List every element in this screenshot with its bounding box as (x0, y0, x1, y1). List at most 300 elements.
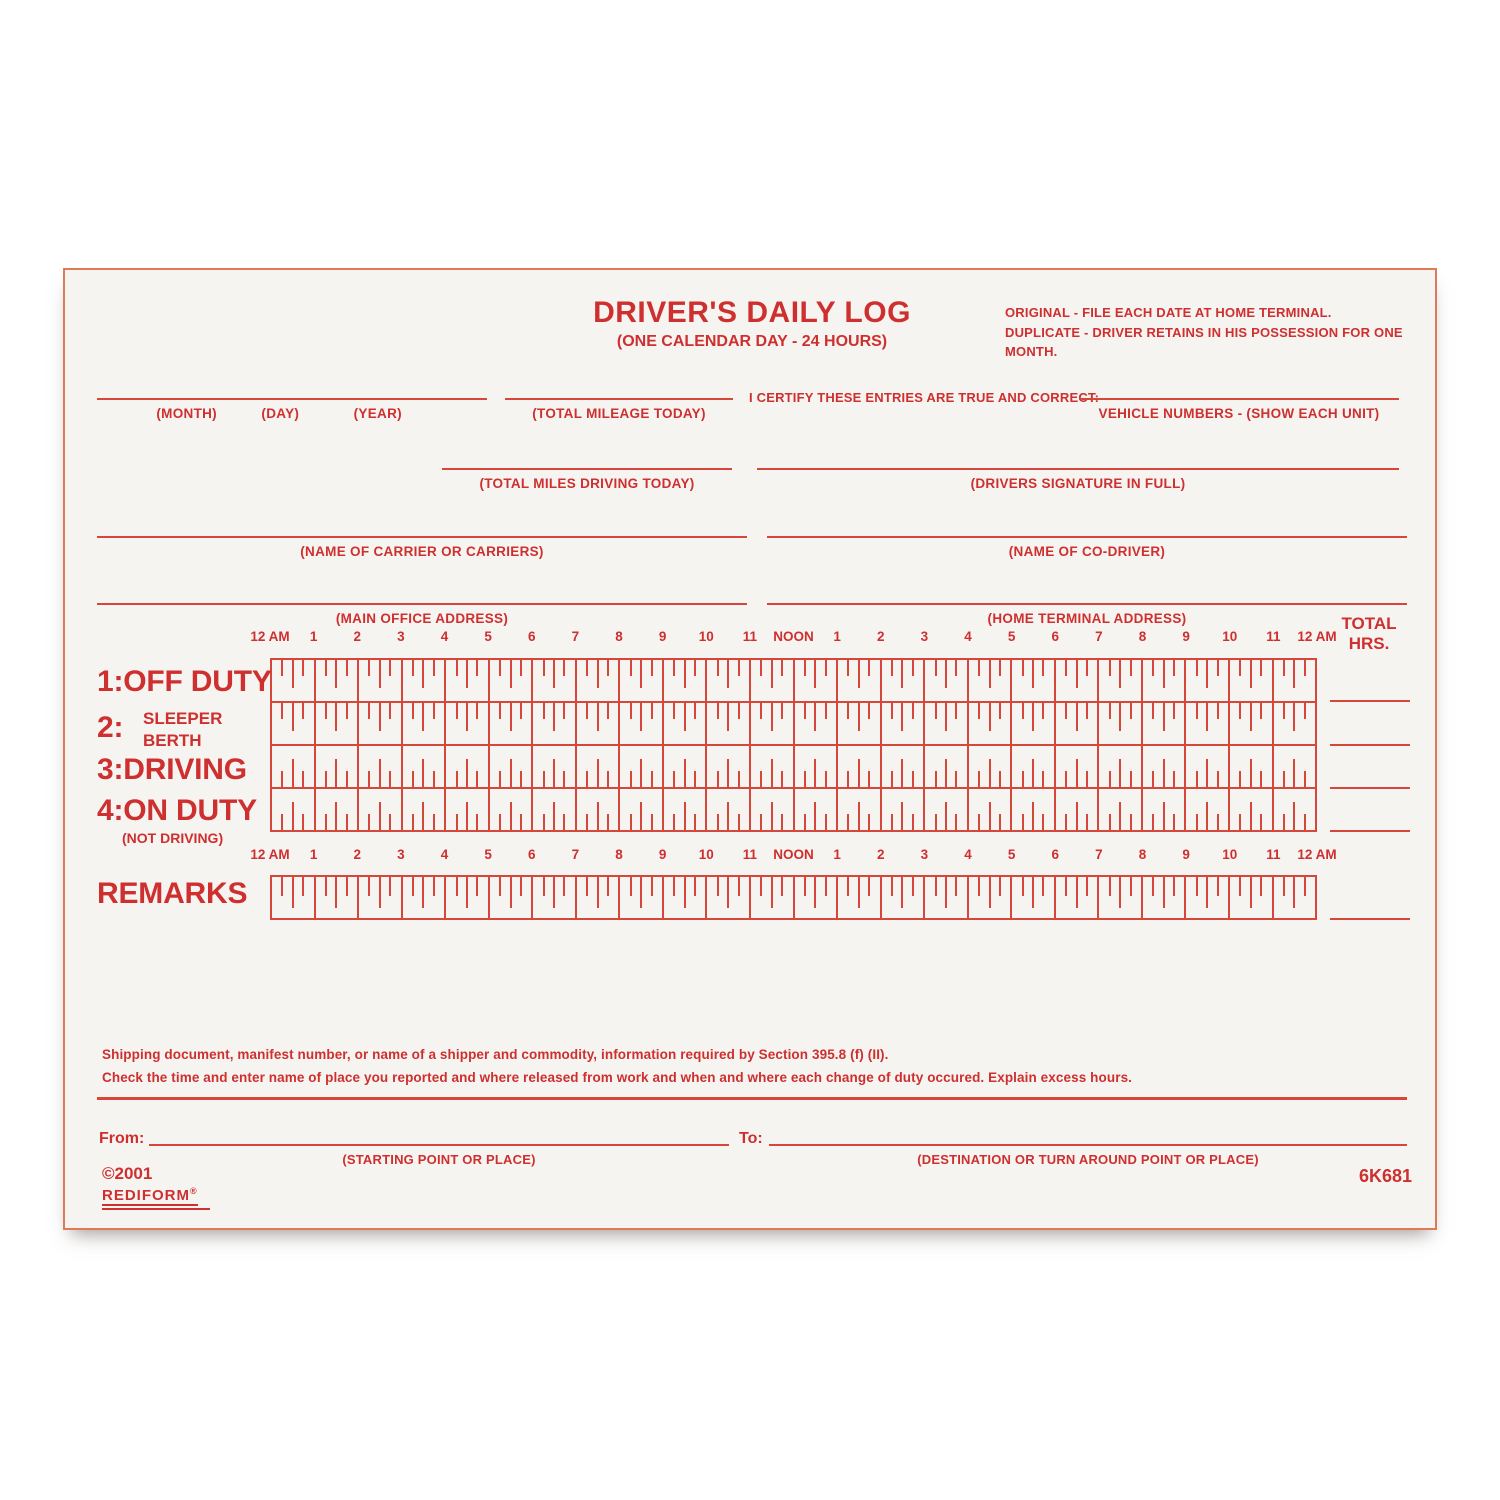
hour-label: 11 (1266, 847, 1281, 862)
quarter-hour-tick (1086, 703, 1088, 719)
quarter-hour-tick (955, 771, 957, 787)
hour-label: 8 (1138, 629, 1147, 644)
half-hour-tick (858, 759, 860, 787)
half-hour-tick (597, 759, 599, 787)
half-hour-tick (1032, 877, 1034, 908)
quarter-hour-tick (346, 814, 348, 830)
half-hour-tick (1119, 759, 1121, 787)
hour-cell (1054, 746, 1098, 787)
quarter-hour-tick (586, 660, 588, 676)
year-label: (YEAR) (353, 406, 402, 421)
hour-cell (923, 703, 967, 744)
hour-cell (444, 660, 488, 701)
quarter-hour-tick (717, 877, 719, 896)
hour-cell (272, 703, 314, 744)
hour-cell (1228, 789, 1272, 830)
hour-cell (836, 789, 880, 830)
hour-cell (836, 660, 880, 701)
quarter-hour-tick (520, 660, 522, 676)
hour-cell (618, 703, 662, 744)
from-line (149, 1144, 729, 1146)
hour-label: 4 (440, 629, 449, 644)
half-hour-tick (510, 660, 512, 688)
half-hour-tick (422, 759, 424, 787)
hour-cell (880, 877, 924, 918)
half-hour-tick (1206, 703, 1208, 731)
quarter-hour-tick (912, 771, 914, 787)
quarter-hour-tick (607, 703, 609, 719)
quarter-hour-tick (586, 703, 588, 719)
form-number: 6K681 (1359, 1166, 1413, 1186)
hour-label: 6 (1051, 629, 1060, 644)
quarter-hour-tick (825, 814, 827, 830)
quarter-hour-tick (1283, 814, 1285, 830)
hour-cell (488, 746, 532, 787)
hour-cell (575, 703, 619, 744)
hour-cell (705, 660, 749, 701)
hour-label: 1 (309, 847, 318, 862)
quarter-hour-tick (804, 703, 806, 719)
quarter-hour-tick (1260, 814, 1262, 830)
main-office-field (97, 603, 747, 629)
hour-cell (1097, 703, 1141, 744)
hour-label: 9 (1182, 629, 1190, 644)
row-label-on-duty (97, 794, 257, 828)
month-label: (MONTH) (156, 406, 217, 421)
quarter-hour-tick (1260, 660, 1262, 676)
hour-cell (618, 746, 662, 787)
hour-cell (444, 877, 488, 918)
half-hour-tick (553, 660, 555, 688)
quarter-hour-tick (302, 814, 304, 830)
quarter-hour-tick (847, 660, 849, 676)
co-driver-field (767, 536, 1407, 562)
quarter-hour-tick (1283, 703, 1285, 719)
half-hour-tick (597, 660, 599, 688)
quarter-hour-tick (1260, 771, 1262, 787)
hour-cell (662, 660, 706, 701)
quarter-hour-tick (1196, 877, 1198, 896)
quarter-hour-tick (630, 660, 632, 676)
half-hour-tick (945, 802, 947, 830)
quarter-hour-tick (1130, 703, 1132, 719)
half-hour-tick (292, 877, 294, 908)
main-office-label: (MAIN OFFICE ADDRESS) (335, 611, 509, 626)
quarter-hour-tick (651, 814, 653, 830)
half-hour-tick (335, 877, 337, 908)
hour-cell (1228, 660, 1272, 701)
half-hour-tick (989, 660, 991, 688)
quarter-hour-tick (1022, 771, 1024, 787)
quarter-hour-tick (1239, 703, 1241, 719)
half-hour-tick (945, 660, 947, 688)
half-hour-tick (466, 802, 468, 830)
hour-cell (1010, 746, 1054, 787)
quarter-hour-tick (1042, 877, 1044, 896)
quarter-hour-tick (412, 814, 414, 830)
quarter-hour-tick (520, 877, 522, 896)
half-hour-tick (989, 877, 991, 908)
instructions-block (102, 1044, 1132, 1090)
hour-label: 11 (1266, 629, 1281, 644)
total-label: TOTAL (1341, 614, 1397, 633)
hour-cell (314, 746, 358, 787)
row-number: 4: (97, 794, 124, 827)
quarter-hour-tick (1239, 660, 1241, 676)
hour-label: NOON (773, 629, 814, 644)
quarter-hour-tick (825, 771, 827, 787)
quarter-hour-tick (955, 814, 957, 830)
quarter-hour-tick (1196, 660, 1198, 676)
half-hour-tick (510, 802, 512, 830)
quarter-hour-tick (607, 771, 609, 787)
hour-cell (357, 703, 401, 744)
quarter-hour-tick (912, 660, 914, 676)
quarter-hour-tick (999, 771, 1001, 787)
hour-label: 11 (742, 847, 758, 862)
half-hour-tick (1206, 802, 1208, 830)
quarter-hour-tick (630, 771, 632, 787)
half-hour-tick (771, 802, 773, 830)
hour-label: 12 AM (250, 847, 290, 862)
hour-cell (1272, 703, 1316, 744)
quarter-hour-tick (1086, 660, 1088, 676)
hour-cell (488, 877, 532, 918)
quarter-hour-tick (1022, 814, 1024, 830)
hour-label: 6 (527, 629, 536, 644)
quarter-hour-tick (1152, 877, 1154, 896)
drivers-signature-label: (DRIVERS SIGNATURE IN FULL) (970, 476, 1186, 491)
hrs-label: HRS. (1348, 633, 1390, 653)
hour-cell (272, 660, 314, 701)
quarter-hour-tick (389, 814, 391, 830)
half-hour-tick (1119, 802, 1121, 830)
quarter-hour-tick (325, 771, 327, 787)
quarter-hour-tick (520, 814, 522, 830)
row-text: DRIVING (123, 753, 247, 786)
hour-cell (1141, 746, 1185, 787)
quarter-hour-tick (1239, 771, 1241, 787)
row-number: 2: (97, 711, 124, 744)
quarter-hour-tick (543, 703, 545, 719)
quarter-hour-tick (456, 660, 458, 676)
quarter-hour-tick (978, 877, 980, 896)
quarter-hour-tick (847, 814, 849, 830)
quarter-hour-tick (825, 703, 827, 719)
quarter-hour-tick (825, 877, 827, 896)
quarter-hour-tick (412, 771, 414, 787)
hour-cell (662, 746, 706, 787)
quarter-hour-tick (651, 771, 653, 787)
quarter-hour-tick (1065, 771, 1067, 787)
quarter-hour-tick (433, 877, 435, 896)
hour-label: 8 (615, 847, 623, 862)
vehicle-numbers-label: VEHICLE NUMBERS - (SHOW EACH UNIT) (1098, 406, 1380, 421)
duty-row-on-duty (272, 789, 1315, 830)
hour-cell (793, 789, 837, 830)
hour-label: 1 (833, 629, 841, 644)
quarter-hour-tick (607, 877, 609, 896)
hour-cell (272, 746, 314, 787)
to-label: To: (739, 1130, 763, 1147)
quarter-hour-tick (389, 660, 391, 676)
quarter-hour-tick (1109, 814, 1111, 830)
quarter-hour-tick (456, 877, 458, 896)
hour-label: 7 (571, 847, 580, 862)
quarter-hour-tick (738, 771, 740, 787)
duty-row-driving (272, 746, 1315, 789)
hour-cell (357, 660, 401, 701)
quarter-hour-tick (738, 877, 740, 896)
quarter-hour-tick (1042, 703, 1044, 719)
hour-cell (401, 789, 445, 830)
quarter-hour-tick (717, 703, 719, 719)
half-hour-tick (1119, 877, 1121, 908)
quarter-hour-tick (891, 814, 893, 830)
total-hours-line-on-duty (1330, 830, 1410, 832)
half-hour-tick (1163, 660, 1165, 688)
quarter-hour-tick (563, 814, 565, 830)
hour-cell (923, 660, 967, 701)
half-hour-tick (292, 759, 294, 787)
half-hour-tick (684, 703, 686, 731)
quarter-hour-tick (912, 814, 914, 830)
half-hour-tick (379, 759, 381, 787)
half-hour-tick (684, 759, 686, 787)
quarter-hour-tick (955, 877, 957, 896)
row-label-driving (97, 753, 247, 787)
hour-label: 10 (698, 629, 714, 644)
quarter-hour-tick (476, 771, 478, 787)
hour-label: 3 (397, 847, 405, 862)
hour-cell (793, 877, 837, 918)
hour-cell (1184, 877, 1228, 918)
quarter-hour-tick (1022, 703, 1024, 719)
hour-label: 2 (876, 629, 885, 644)
half-hour-tick (1250, 759, 1252, 787)
instructions-line-2: Check the time and enter name of place you reported and where released from work and when and where each change of duty occured. Explain excess hours. (102, 1069, 1133, 1085)
row-label-sleeper-berth (143, 708, 222, 752)
hour-label: 6 (1051, 847, 1060, 862)
quarter-hour-tick (456, 814, 458, 830)
hour-cell (923, 789, 967, 830)
half-hour-tick (684, 802, 686, 830)
hour-cell (662, 877, 706, 918)
row-text: SLEEPER (143, 709, 223, 728)
half-hour-tick (597, 802, 599, 830)
quarter-hour-tick (368, 660, 370, 676)
half-hour-tick (640, 802, 642, 830)
quarter-hour-tick (630, 703, 632, 719)
carrier-label: (NAME OF CARRIER OR CARRIERS) (300, 544, 544, 559)
quarter-hour-tick (847, 771, 849, 787)
quarter-hour-tick (847, 703, 849, 719)
half-hour-tick (1032, 802, 1034, 830)
to-line (769, 1144, 1407, 1146)
half-hour-tick (945, 759, 947, 787)
hour-cell (401, 746, 445, 787)
half-hour-tick (989, 802, 991, 830)
half-hour-tick (422, 877, 424, 908)
quarter-hour-tick (586, 771, 588, 787)
quarter-hour-tick (847, 877, 849, 896)
drivers-daily-log-form (63, 268, 1437, 1230)
quarter-hour-tick (325, 703, 327, 719)
total-hours-line-driving (1330, 787, 1410, 789)
quarter-hour-tick (1217, 771, 1219, 787)
quarter-hour-tick (781, 771, 783, 787)
hour-label: 12 AM (250, 629, 290, 644)
quarter-hour-tick (912, 703, 914, 719)
registered-mark: ® (190, 1186, 198, 1196)
quarter-hour-tick (673, 877, 675, 896)
row-text-2: BERTH (143, 731, 202, 751)
quarter-hour-tick (1152, 703, 1154, 719)
quarter-hour-tick (281, 814, 283, 830)
half-hour-tick (1032, 703, 1034, 731)
duty-status-grid (270, 658, 1317, 832)
total-hours-line-sleeper (1330, 744, 1410, 746)
quarter-hour-tick (868, 877, 870, 896)
quarter-hour-tick (1065, 703, 1067, 719)
quarter-hour-tick (673, 703, 675, 719)
half-hour-tick (771, 877, 773, 908)
quarter-hour-tick (1260, 877, 1262, 896)
quarter-hour-tick (694, 877, 696, 896)
duty-row-sleeper-berth (272, 703, 1315, 746)
quarter-hour-tick (346, 660, 348, 676)
half-hour-tick (727, 759, 729, 787)
hour-cell (705, 703, 749, 744)
quarter-hour-tick (543, 771, 545, 787)
home-terminal-label: (HOME TERMINAL ADDRESS) (987, 611, 1187, 626)
quarter-hour-tick (1217, 814, 1219, 830)
half-hour-tick (466, 759, 468, 787)
quarter-hour-tick (1283, 660, 1285, 676)
half-hour-tick (292, 703, 294, 731)
quarter-hour-tick (520, 703, 522, 719)
quarter-hour-tick (476, 814, 478, 830)
co-driver-label: (NAME OF CO-DRIVER) (1008, 544, 1166, 559)
hour-cell (444, 703, 488, 744)
half-hour-tick (1076, 703, 1078, 731)
quarter-hour-tick (476, 877, 478, 896)
quarter-hour-tick (1152, 771, 1154, 787)
hour-cell (836, 877, 880, 918)
drivers-signature-field (757, 468, 1399, 494)
separator-line (97, 1097, 1407, 1100)
total-mileage-label: (TOTAL MILEAGE TODAY) (532, 406, 706, 421)
hour-cell (531, 789, 575, 830)
quarter-hour-tick (368, 877, 370, 896)
quarter-hour-tick (912, 877, 914, 896)
hour-cell (575, 877, 619, 918)
half-hour-tick (771, 759, 773, 787)
half-hour-tick (379, 660, 381, 688)
quarter-hour-tick (651, 660, 653, 676)
half-hour-tick (335, 703, 337, 731)
quarter-hour-tick (543, 814, 545, 830)
remarks-label: REMARKS (97, 877, 248, 910)
quarter-hour-tick (804, 814, 806, 830)
hour-cell (314, 703, 358, 744)
hour-cell (880, 703, 924, 744)
quarter-hour-tick (978, 771, 980, 787)
quarter-hour-tick (1196, 814, 1198, 830)
quarter-hour-tick (607, 660, 609, 676)
half-hour-tick (466, 703, 468, 731)
row-number: 3: (97, 753, 124, 786)
half-hour-tick (901, 759, 903, 787)
quarter-hour-tick (346, 877, 348, 896)
half-hour-tick (466, 877, 468, 908)
hour-scale-bottom (250, 847, 1337, 864)
hour-label: 10 (1222, 847, 1238, 862)
half-hour-tick (553, 759, 555, 787)
hour-cell (575, 660, 619, 701)
quarter-hour-tick (694, 703, 696, 719)
hour-label: 3 (920, 629, 929, 644)
hour-cell (1054, 789, 1098, 830)
quarter-hour-tick (346, 771, 348, 787)
remarks-row (272, 877, 1315, 918)
hour-cell (836, 746, 880, 787)
hour-cell (749, 789, 793, 830)
quarter-hour-tick (1086, 877, 1088, 896)
hour-cell (488, 789, 532, 830)
hour-cell (880, 660, 924, 701)
quarter-hour-tick (781, 814, 783, 830)
hour-cell (1010, 877, 1054, 918)
hour-cell (880, 746, 924, 787)
quarter-hour-tick (346, 703, 348, 719)
hour-cell (793, 660, 837, 701)
quarter-hour-tick (978, 814, 980, 830)
quarter-hour-tick (868, 814, 870, 830)
hour-label: 4 (964, 847, 972, 862)
row-text: OFF DUTY (123, 665, 272, 698)
hour-cell (618, 789, 662, 830)
duty-row-off-duty (272, 660, 1315, 703)
hour-cell (444, 746, 488, 787)
hour-label: 12 AM (1297, 629, 1337, 644)
quarter-hour-tick (935, 703, 937, 719)
hour-label: 10 (1222, 629, 1238, 644)
quarter-hour-tick (891, 703, 893, 719)
hour-cell (314, 877, 358, 918)
quarter-hour-tick (935, 771, 937, 787)
day-label: (DAY) (261, 406, 300, 421)
hour-cell (1141, 703, 1185, 744)
row-text: ON DUTY (123, 794, 257, 827)
half-hour-tick (292, 660, 294, 688)
half-hour-tick (1206, 759, 1208, 787)
hour-label: 5 (1007, 847, 1016, 862)
quarter-hour-tick (1109, 877, 1111, 896)
hour-cell (272, 789, 314, 830)
quarter-hour-tick (804, 660, 806, 676)
quarter-hour-tick (1022, 877, 1024, 896)
total-miles-driving-label: (TOTAL MILES DRIVING TODAY) (479, 476, 695, 491)
quarter-hour-tick (368, 771, 370, 787)
hour-cell (618, 660, 662, 701)
half-hour-tick (1163, 802, 1165, 830)
quarter-hour-tick (563, 877, 565, 896)
brand-tagline-line (102, 1208, 210, 1210)
hour-label: 6 (527, 847, 536, 862)
hour-cell (1097, 660, 1141, 701)
half-hour-tick (640, 660, 642, 688)
